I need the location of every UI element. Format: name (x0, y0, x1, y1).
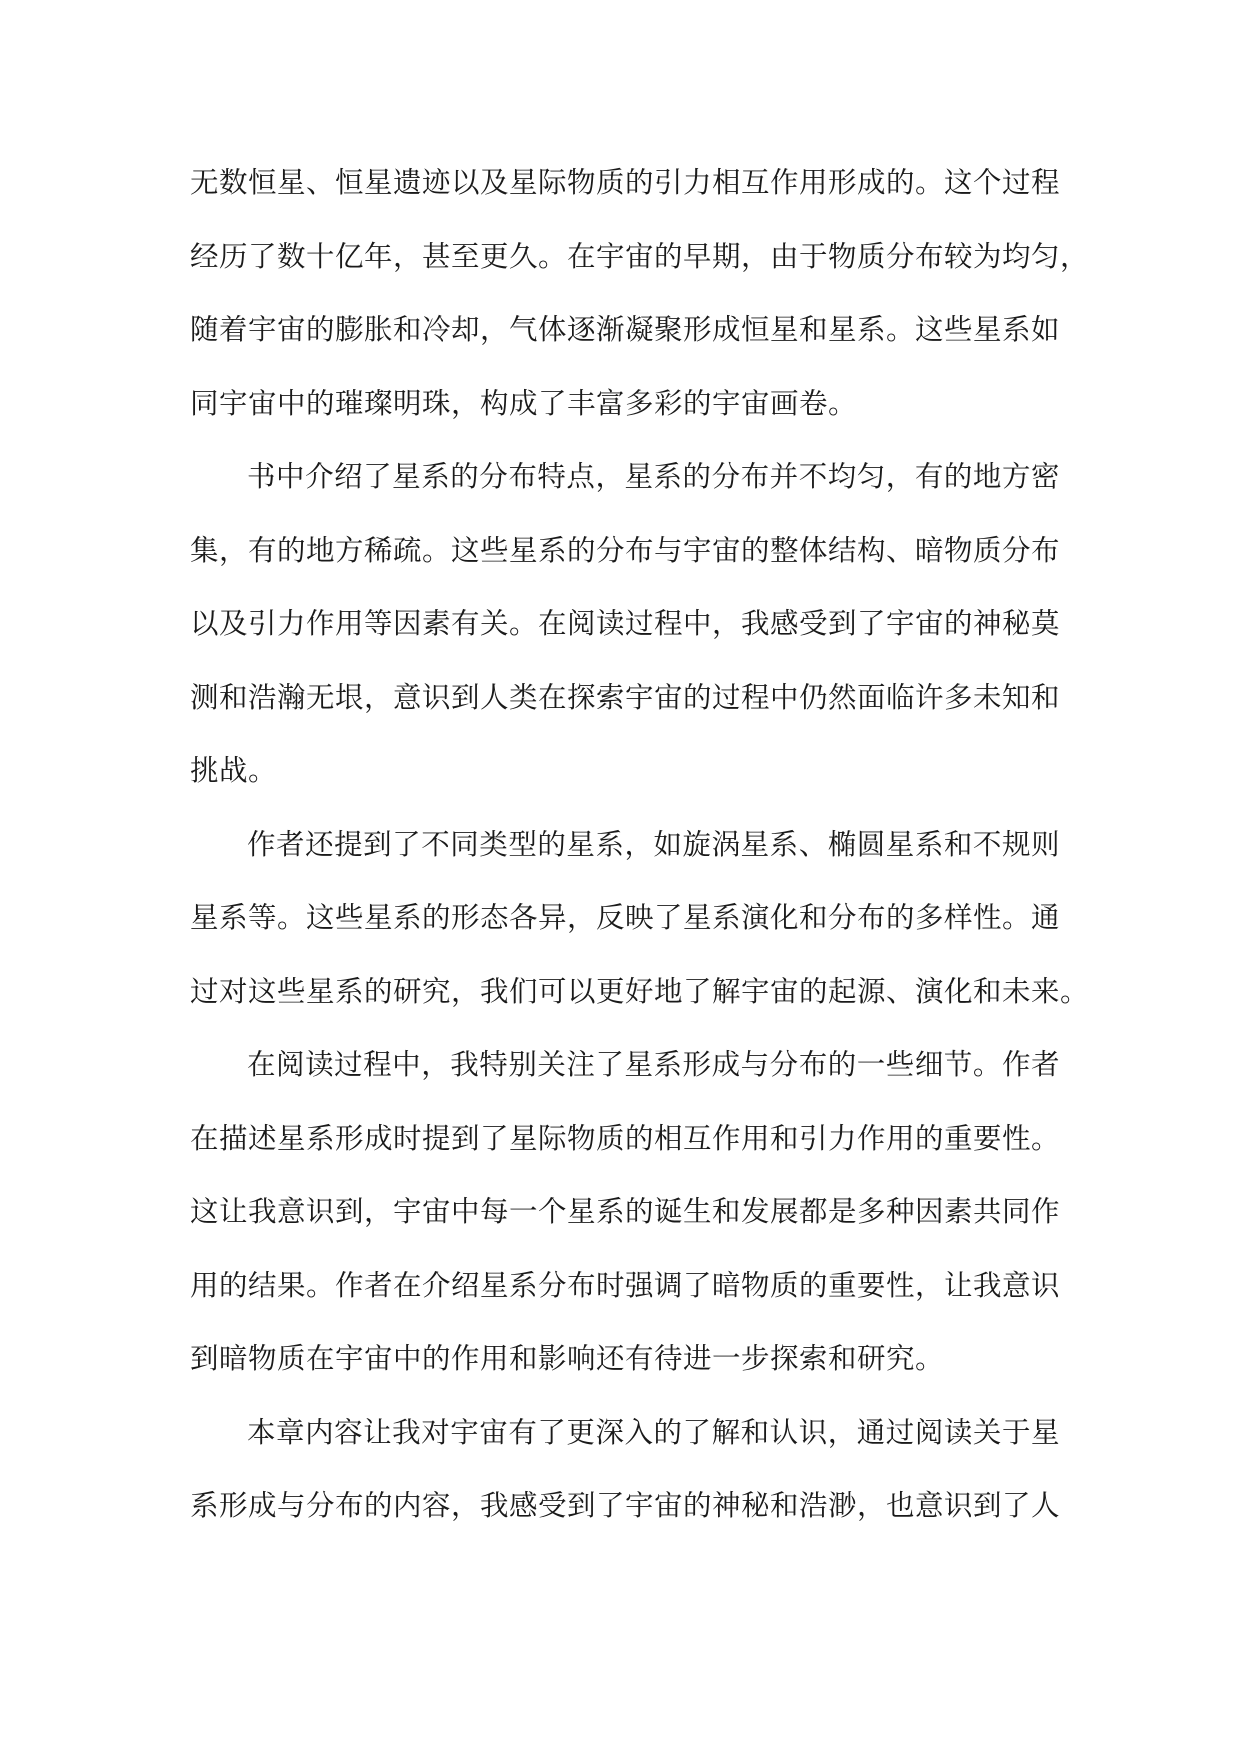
text-line: 测和浩瀚无垠，意识到人类在探索宇宙的过程中仍然面临许多未知和 (190, 680, 1061, 714)
text-line: 系形成与分布的内容，我感受到了宇宙的神秘和浩渺，也意识到了人 (190, 1489, 1061, 1522)
text-line: 以及引力作用等因素有关。在阅读过程中，我感受到了宇宙的神秘莫 (190, 607, 1061, 640)
body-text (190, 146, 1090, 1543)
text-line: 本章内容让我对宇宙有了更深入的了解和认识，通过阅读关于星 (247, 1415, 1060, 1449)
text-line: 到暗物质在宇宙中的作用和影响还有待进一步探索和研究。 (190, 1342, 945, 1375)
text-line: 集，有的地方稀疏。这些星系的分布与宇宙的整体结构、暗物质分布 (190, 533, 1061, 567)
text-line: 在阅读过程中，我特别关注了星系形成与分布的一些细节。作者 (247, 1048, 1060, 1081)
text-line: 书中介绍了星系的分布特点，星系的分布并不均匀，有的地方密 (247, 460, 1060, 493)
text-line: 同宇宙中的璀璨明珠，构成了丰富多彩的宇宙画卷。 (190, 386, 858, 420)
text-line: 用的结果。作者在介绍星系分布时强调了暗物质的重要性，让我意识 (190, 1268, 1061, 1302)
text-line: 星系等。这些星系的形态各异，反映了星系演化和分布的多样性。通 (190, 901, 1061, 934)
text-line: 随着宇宙的膨胀和冷却，气体逐渐凝聚形成恒星和星系。这些星系如 (190, 313, 1061, 346)
text-line: 经历了数十亿年，甚至更久。在宇宙的早期，由于物质分布较为均匀， (190, 239, 1090, 273)
text-line: 这让我意识到，宇宙中每一个星系的诞生和发展都是多种因素共同作 (190, 1195, 1061, 1228)
text-line: 挑战。 (190, 754, 278, 787)
text-line: 在描述星系形成时提到了星际物质的相互作用和引力作用的重要性。 (190, 1121, 1061, 1155)
text-line: 作者还提到了不同类型的星系，如旋涡星系、椭圆星系和不规则 (247, 827, 1060, 861)
text-line: 过对这些星系的研究，我们可以更好地了解宇宙的起源、演化和未来。 (190, 974, 1090, 1008)
text-line: 无数恒星、恒星遗迹以及星际物质的引力相互作用形成的。这个过程 (190, 166, 1061, 199)
